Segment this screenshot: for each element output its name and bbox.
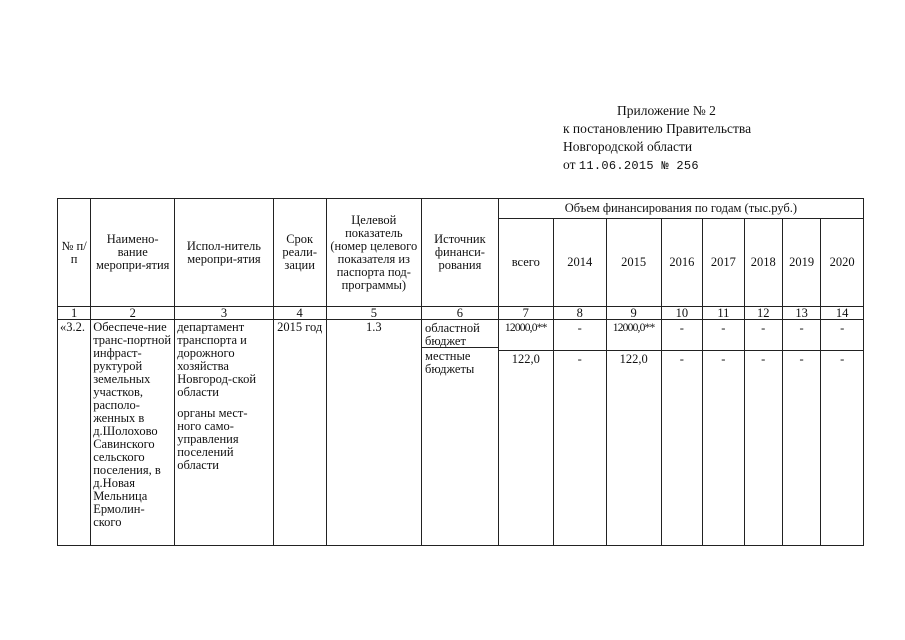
value-cell: 122,0 [499, 350, 553, 381]
value-cell: - [799, 321, 804, 335]
row-2019 [782, 320, 820, 546]
value-cell: - [662, 350, 702, 381]
row-num: «3.2. [58, 320, 91, 546]
value-cell: - [577, 321, 582, 335]
column-number: 14 [821, 307, 864, 320]
row-2014 [553, 320, 606, 546]
header-target: Целевой показатель (номер целевого показателя из паспорта под-программы) [326, 199, 421, 307]
column-number: 10 [661, 307, 702, 320]
header-year-2017: 2017 [703, 219, 744, 307]
header-year-2016: 2016 [661, 219, 702, 307]
header-source: Источник финанси-рования [422, 199, 499, 307]
executor-primary: департамент транспорта и дорожного хозяйства Новгород-ской области [177, 320, 257, 399]
row-executor [175, 320, 274, 546]
column-number: 9 [606, 307, 661, 320]
row-2015 [606, 320, 661, 546]
source-local: местные бюджеты [422, 347, 498, 375]
value-cell: - [840, 321, 845, 335]
header-term: Срок реали-зации [273, 199, 326, 307]
column-number: 1 [58, 307, 91, 320]
value-cell: - [783, 350, 820, 381]
row-name: Обеспече-ние транс-портной инфраст-руктурой земельных участков, располо-женных в д.Шолохово Савинского сельского поселения, в д.Новая Мельница Ермолин-ского [91, 320, 175, 546]
row-sources [422, 320, 499, 546]
document-header [563, 102, 751, 175]
column-number: 12 [744, 307, 782, 320]
row-target: 1.3 [326, 320, 421, 546]
value-cell: - [721, 321, 726, 335]
value-cell: 122,0 [607, 350, 661, 381]
row-2016 [661, 320, 702, 546]
header-year-2020: 2020 [821, 219, 864, 307]
header-funding-group: Объем финансирования по годам (тыс.руб.) [498, 199, 863, 219]
value-cell: - [679, 321, 684, 335]
column-number: 11 [703, 307, 744, 320]
row-2017 [703, 320, 744, 546]
resolution-date: 11.06.2015 № 256 [578, 159, 699, 173]
date-prefix: от [563, 157, 576, 172]
column-number: 5 [326, 307, 421, 320]
row-total [498, 320, 553, 546]
header-total: всего [498, 219, 553, 307]
column-number: 3 [175, 307, 274, 320]
resolution-ref: к постановлению Правительства [563, 121, 752, 136]
value-cell: - [745, 350, 782, 381]
header-executor: Испол-нитель меропри-ятия [175, 199, 274, 307]
header-year-2015: 2015 [606, 219, 661, 307]
header-year-2014: 2014 [553, 219, 606, 307]
header-year-2019: 2019 [782, 219, 820, 307]
resolution-date-line [563, 156, 751, 175]
row-2018 [744, 320, 782, 546]
header-name: Наимено-вание меропри-ятия [91, 199, 175, 307]
column-number: 2 [91, 307, 175, 320]
value-cell: - [703, 350, 743, 381]
value-cell: - [761, 321, 766, 335]
executor-secondary: органы мест-ного само-управления поселений области [177, 406, 248, 472]
appendix-title: Приложение № 2 [617, 103, 716, 118]
value-cell: 12000,0** [504, 322, 547, 334]
row-2020 [821, 320, 864, 546]
column-number: 7 [498, 307, 553, 320]
column-number-row [58, 307, 864, 320]
value-cell: - [554, 350, 606, 381]
column-number: 8 [553, 307, 606, 320]
column-number: 6 [422, 307, 499, 320]
header-num: № п/п [58, 199, 91, 307]
row-term: 2015 год [273, 320, 326, 546]
region-name: Новгородской области [563, 139, 693, 154]
header-row-1 [58, 199, 864, 219]
column-number: 4 [273, 307, 326, 320]
funding-table [57, 198, 864, 546]
value-cell: - [821, 350, 863, 381]
source-regional: областной бюджет [425, 321, 480, 348]
value-cell: 12000,0** [612, 322, 655, 334]
table-row [58, 320, 864, 546]
header-year-2018: 2018 [744, 219, 782, 307]
column-number: 13 [782, 307, 820, 320]
